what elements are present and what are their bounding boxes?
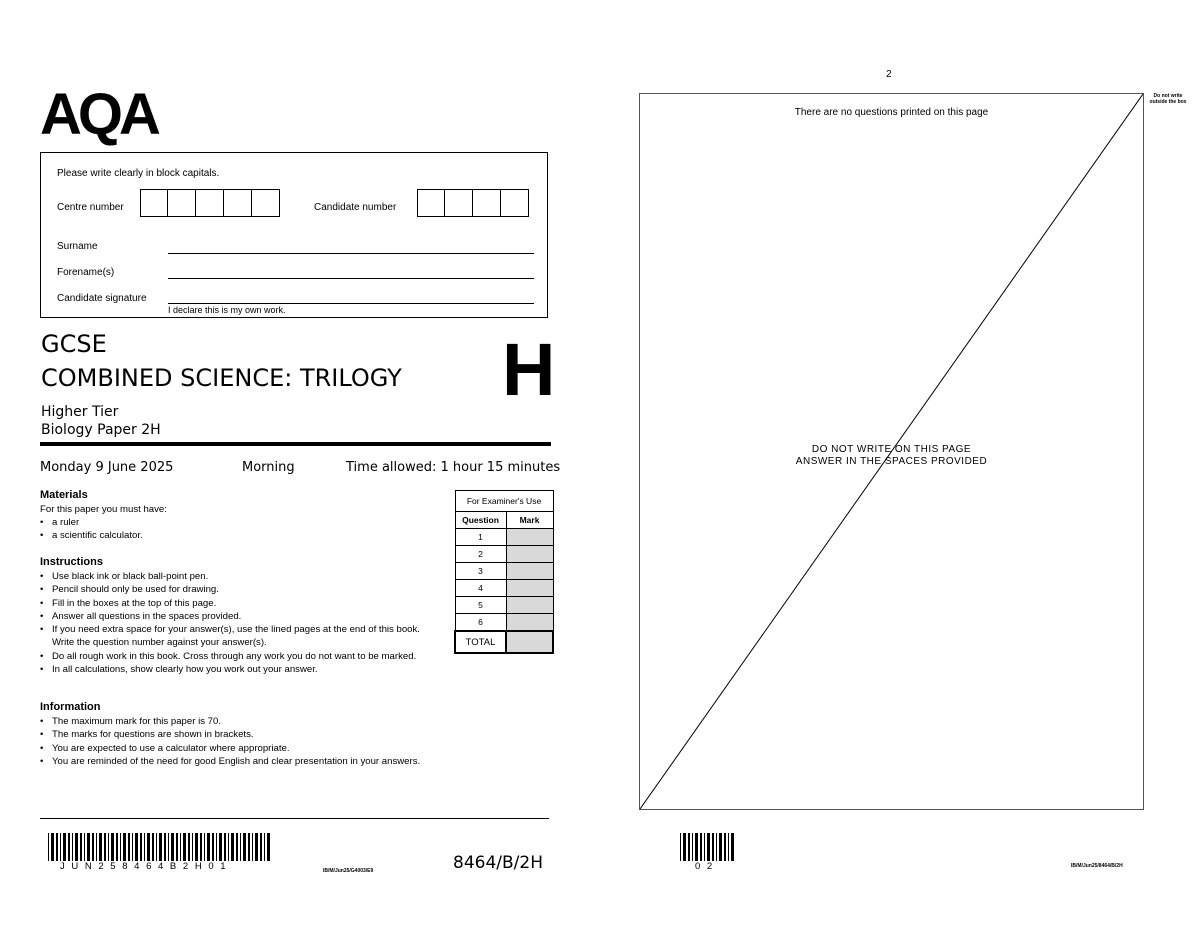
table-row [455,631,553,653]
paper-name: Biology Paper 2H [41,422,161,438]
table-row: 2 [455,546,553,563]
list-item: • You are expected to use a calculator where appropriate. [40,742,500,755]
centre-number-digit[interactable] [252,189,280,217]
examiner-table-title: For Examiner's Use [455,491,553,512]
list-item: • a ruler [40,516,440,529]
barcode-text: J U N 2 5 8 4 6 4 B 2 H 0 1 [60,861,228,872]
paper-code: 8464/B/2H [453,853,543,873]
candidate-number-digit[interactable] [501,189,529,217]
barcode-gap [270,833,272,861]
mark-cell[interactable] [506,546,553,563]
do-not-write-text: DO NOT WRITE ON THIS PAGE [811,444,972,455]
time-allowed: Time allowed: 1 hour 15 minutes [346,460,561,475]
declaration-text: I declare this is my own work. [168,305,286,315]
list-item: • Answer all questions in the spaces provided. [40,610,440,623]
list-item: • The maximum mark for this paper is 70. [40,715,500,728]
mark-cell[interactable] [506,529,553,546]
list-item: • You are reminded of the need for good English and clear presentation in your answers. [40,755,500,768]
aqa-logo: AQA [40,82,157,147]
table-row: 4 [455,580,553,597]
forenames-line[interactable] [168,278,534,279]
forenames-label: Forename(s) [57,267,115,278]
centre-number-digit[interactable] [140,189,168,217]
mark-cell[interactable] [506,614,553,632]
footer-id: IB/M/Jun25/8464/B/2H [1071,863,1123,869]
no-questions-text: There are no questions printed on this page [794,107,989,118]
candidate-number-digit[interactable] [417,189,445,217]
signature-line[interactable] [168,303,534,304]
candidate-number-label: Candidate number [314,202,397,213]
table-row: 1 [455,529,553,546]
signature-label: Candidate signature [57,293,147,304]
barcode [680,833,736,861]
list-item: • Do all rough work in this book. Cross through any work you do not want to be marked. [40,650,440,663]
candidate-number-boxes[interactable] [417,189,529,217]
list-item: • Use black ink or black ball-point pen. [40,570,440,583]
list-item: • In all calculations, show clearly how you work out your answer. [40,663,440,676]
centre-number-label: Centre number [57,202,124,213]
candidate-details-box [40,152,548,318]
list-item: • Pencil should only be used for drawing. [40,583,440,596]
total-mark-cell[interactable] [506,631,553,653]
table-row: 3 [455,563,553,580]
exam-session: Morning [242,460,295,475]
block-capitals-instruction: Please write clearly in block capitals. [57,168,220,179]
surname-line[interactable] [168,253,534,254]
centre-number-boxes[interactable] [140,189,280,217]
footer-id: IB/M/Jun25/G4003/E9 [323,868,374,874]
list-item: • The marks for questions are shown in brackets. [40,728,500,741]
qualification-title: GCSE [41,330,107,358]
information-list [40,715,500,768]
instructions-list [40,570,440,676]
answer-in-spaces-text: ANSWER IN THE SPACES PROVIDED [795,456,988,467]
centre-number-digit[interactable] [168,189,196,217]
mark-cell[interactable] [506,597,553,614]
information-heading: Information [40,701,101,713]
list-item: • If you need extra space for your answer(s), use the lined pages at the end of this book. Write the question number against your answer(s). [40,623,440,650]
materials-intro: For this paper you must have: [40,504,167,515]
candidate-number-digit[interactable] [445,189,473,217]
barcode [48,833,272,861]
materials-list [40,516,440,543]
margin-note: Do not write outside the box [1149,93,1187,105]
footer-divider [40,818,549,819]
candidate-number-digit[interactable] [473,189,501,217]
examiner-use-table [454,490,554,654]
tier-letter: H [502,328,556,411]
barcode-text: 0 2 [695,861,715,872]
total-label: TOTAL [455,631,506,653]
question-column-header: Question [455,512,506,529]
tier-name: Higher Tier [41,404,119,420]
table-row: 5 [455,597,553,614]
blank-page-box [639,93,1144,810]
page-number: 2 [886,69,892,80]
centre-number-digit[interactable] [196,189,224,217]
table-row: 6 [455,614,553,632]
surname-label: Surname [57,241,98,252]
list-item: • Fill in the boxes at the top of this page. [40,597,440,610]
subject-title: COMBINED SCIENCE: TRILOGY [41,364,402,392]
list-item: • a scientific calculator. [40,529,440,542]
instructions-heading: Instructions [40,556,103,568]
centre-number-digit[interactable] [224,189,252,217]
barcode-gap [734,833,736,861]
exam-date: Monday 9 June 2025 [40,460,174,475]
title-divider [40,442,551,446]
mark-cell[interactable] [506,563,553,580]
mark-column-header: Mark [506,512,553,529]
mark-cell[interactable] [506,580,553,597]
materials-heading: Materials [40,489,88,501]
